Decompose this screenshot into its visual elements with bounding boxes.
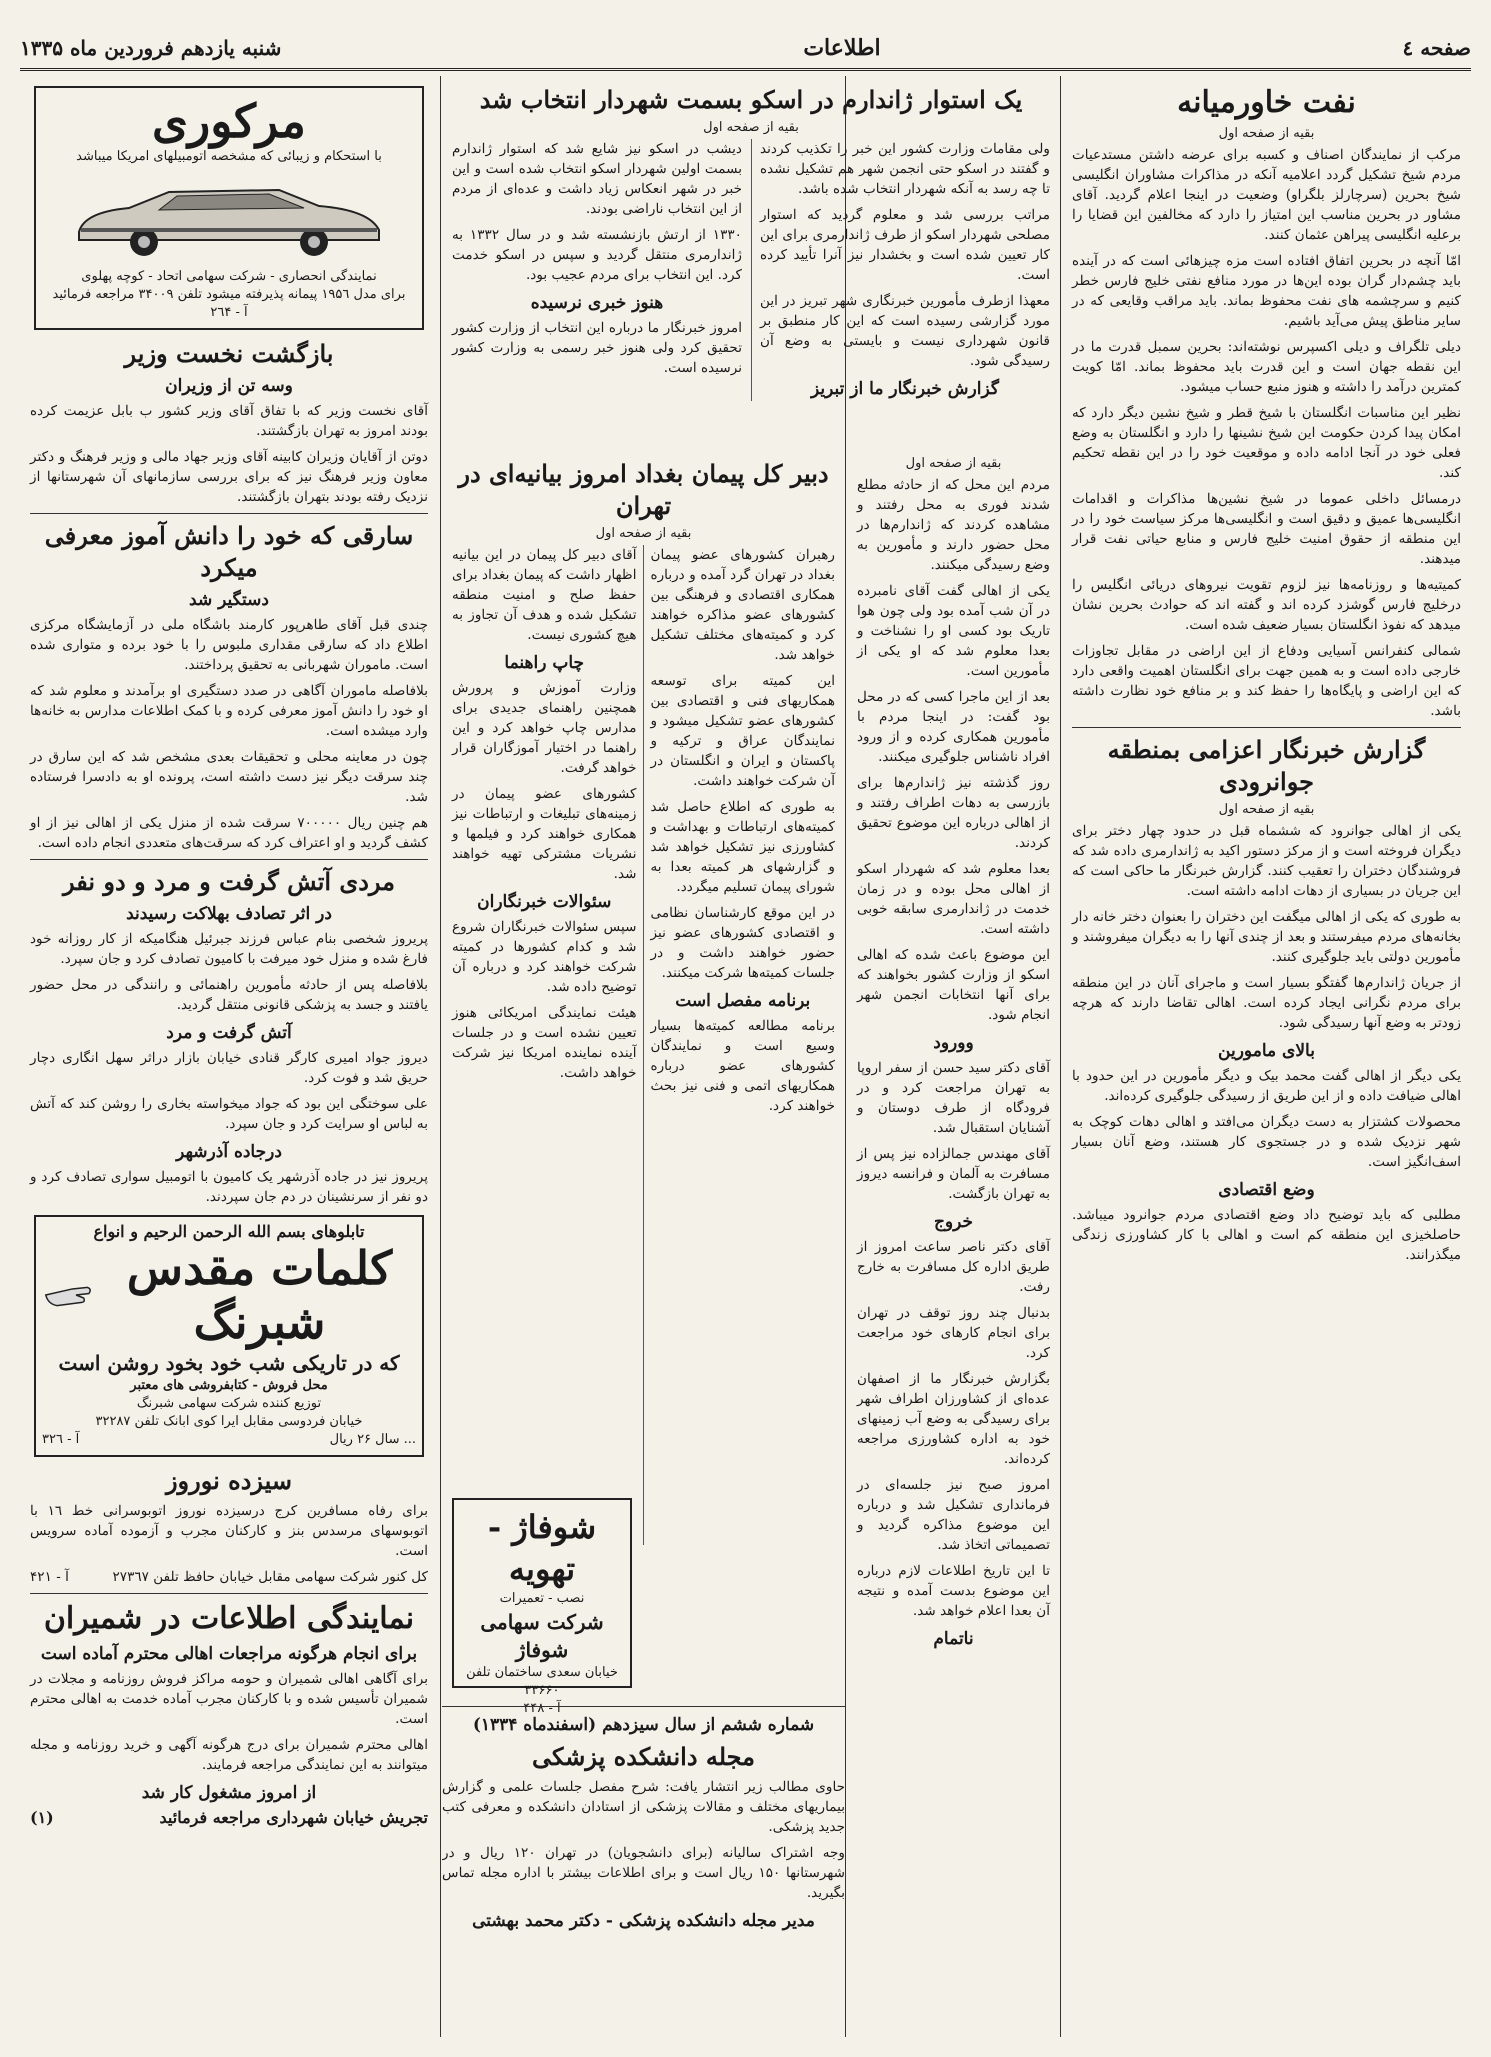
article-paragraph: شمالی کنفرانس آسیایی ودفاع از این اراضی در مقابل تجاوزات خارجی داده است و به همین جهت برای انگلستان اهمیت واقعی دارد که این اراضی و پایگاه‌ها را حفظ کند و بر منافع خود نظارت داشته باشد. [1072,643,1461,719]
article-paragraph: دوتن از آقایان وزیران کابینه آقای وزیر جهاد مالی و وزیر فرهنگ و دکتر معاون وزیر فرهنگ نیز که برای بررسی سازمانهای آن شهرستانها از نزدیک رفته بودند بتهران بازگشتند. [30,449,428,505]
ad-name: کلمات مقدس شبرنگ [126,1241,393,1349]
article-paragraph: کمیتیه‌ها و روزنامه‌ها نیز لزوم تقویت نیروهای دریائی انگلیس را درخلیج فارس گوشزد کرده اند و گفته اند که حوادث بحرین نشان میدهد که نفوذ انگلستان بسیار ضعیف شده است. [1072,577,1461,633]
headline-nowruz: سیزده نوروز [165,1466,293,1495]
article-paragraph: آقای مهندس جمالزاده نیز پس از مسافرت به آلمان و فرانسه دیروز به تهران بازگشت. [857,1146,1050,1202]
ad-line: نصب - تعمیرات [499,1591,585,1606]
ad-line: شرکت سهامی شوفاژ [480,1610,604,1662]
article-paragraph: سپس سئوالات خبرنگاران شروع شد و کدام کشورها در کمیته شرکت خواهند کرد و درباره آن توضیح داده شد. [452,919,637,995]
article-paragraph: آقای دبیر کل پیمان در این بیانیه اظهار داشت که پیمان بغداد برای حفظ صلح و امنیت منطقه تشکیل شده و هدف آن تجاوز به هیچ کشوری نیست. [452,547,637,643]
article-paragraph: چون در معاینه محلی و تحقیقات بعدی مشخص شد که این سارق در چند سرقت دیگر نیز دست داشته است، پرونده او به دادسرا فرستاده شد. [30,749,428,805]
divider [30,859,428,860]
article-paragraph: رهبران کشورهای عضو پیمان بغداد در تهران گرد آمده و درباره همکاری اقتصادی و فرهنگی بین کشورهای عضو مذاکره خواهند کرد و کمیته‌های مختلف تشکیل خواهد شد. [650,547,835,663]
hand-icon [42,1265,95,1325]
ad-line: تابلوهای بسم الله الرحمن الرحیم و انواع [93,1222,365,1241]
article-paragraph: به طوری که یکی از اهالی میگفت این دختران را بعنوان دختر خانه دار بخانه‌های مردم میفرستند و بعد از چندی آنها را به دیگران میفروشند و مأمورین دولتی باید جلوگیری کنند. [1072,909,1461,965]
column-2-top [442,76,1060,446]
article-paragraph: از جریان ژاندارم‌ها گفتگو بسیار است و ماجرای آنان در این منطقه برای مردم نگرانی ایجاد کرده است. اهالی تقاضا دارند که هرچه زودتر به وضع آنها رسیدگی شود. [1072,975,1461,1031]
subheading: وضع اقتصادی [1218,1180,1315,1200]
continued-label: ناتمام [933,1629,974,1649]
headline-thief: سارقی که خود را دانش آموز معرفی میکرد [44,521,414,582]
article-paragraph: امروز خبرنگار ما درباره این انتخاب از وزارت کشور تحقیق کرد ولی هنوز خبر رسمی به وزارت کشور نرسیده است. [452,320,742,376]
divider [442,1706,845,1707]
article-paragraph: برای رفاه مسافرین کرج درسیزده نوروز اتوبوسرانی خط ۱٦ با اتوبوسهای مرسدس بنز و کارکنان مجرب و آزموده آماده سرویس است. [30,1503,428,1559]
article-paragraph: ولی مقامات وزارت کشور این خبر را تکذیب کردند و گفتند در اسکو حتی انجمن شهر هم تشکیل نشده تا چه رسد به آنکه شهردار انتخاب شده باشد. [760,141,1050,197]
subheading: از امروز مشغول کار شد [141,1783,317,1803]
article-paragraph: ۱۳۳۰ از ارتش بازنشسته شد و در سال ۱۳۳۲ به ژاندارمری منتقل گردید و سپس در اسکو خدمت کرد. این انتخاب برای مردم عجیب بود. [452,227,742,283]
article-paragraph: آقای نخست وزیر که با تفاق آقای وزیر کشور ب بابل عزیمت کرده بودند امروز به تهران بازگشتند. [30,403,428,439]
article-paragraph: علی سوختگی این بود که جواد میخواسته بخاری را روشن کند که آتش به لباس او سرایت کرد و جان سپرد. [30,1096,428,1132]
article-paragraph: یکی از اهالی گفت آقای نامبرده در آن شب آمده بود ولی چون هوا تاریک بود کسی او را نشناخت و بعدا معلوم شد که او یکی از مأمورین است. [857,583,1050,679]
article-paragraph: یکی دیگر از اهالی گفت محمد بیک و دیگر مأمورین در این حدود با اهالی ضیافت داده و از این طریق از رسیدگی جلوگیری کرده‌اند. [1072,1068,1461,1104]
ad-code: آ - ۳۲٦ [42,1432,80,1447]
subheading: برنامه مفصل است [675,991,811,1011]
car-illustration [69,172,389,262]
column-rule [1060,76,1061,2037]
article-paragraph [30,1567,428,1587]
article-paragraph: مطلبی که باید توضیح داد وضع اقتصادی مردم جوانرود میباشد. حاصلخیزی این منطقه کم است و اهالی با کار کشاورزی زندگی میگذرانند. [1072,1207,1461,1263]
article-paragraph: برنامه مطالعه کمیته‌ها بسیار وسیع است و نمایندگان کشورهای عضو درباره همکاریهای اتمی و فنی نیز بحث خواهند کرد. [650,1018,835,1114]
journal-issue: شماره ششم از سال سیزدهم (اسفندماه ۱۳۳۴) [472,1715,815,1735]
subheading: دستگیر شد [189,590,269,610]
subheading: وسه تن از وزیران [165,376,293,396]
headline-pm-return: بازگشت نخست وزیر [124,339,334,368]
article-paragraph: تا این تاریخ اطلاعات لازم درباره این موضوع بدست آمده و نتیجه آن بعدا اعلام خواهد شد. [857,1563,1050,1619]
article-paragraph: کشورهای عضو پیمان در زمینه‌های تبلیغات و ارتباطات نیز همکاری خواهند کرد و فیلمها و نشریات مشترکی تهیه خواهند شد. [452,786,637,882]
divider [30,1593,428,1594]
subheading: وورود [933,1033,974,1053]
headline-fire: مردی آتش گرفت و مرد و دو نفر [62,867,395,896]
divider [1072,727,1461,728]
ad-dealer: نمایندگی انحصاری - شرکت سهامی اتحاد - کوچه پهلوی [81,269,377,284]
subheading: خروج [933,1212,974,1232]
article-paragraph: بلافاصله پس از حادثه مأمورین راهنمائی و رانندگی در محل حضور یافتند و جسد به پزشکی قانونی منتقل گردید. [30,977,428,1013]
article-paragraph: در این موقع کارشناسان نظامی و اقتصادی کشورهای عضو نیز حضور خواهند داشت و در جلسات کمیته‌ها شرکت میکنند. [650,905,835,981]
column-rule [440,76,441,2037]
column-3 [847,450,1060,2037]
ad-code: آ - ۴۴۸ [523,1701,561,1716]
article-paragraph: برای آگاهی اهالی شمیران و حومه مراکز فروش روزنامه و مجلات در شمیران تأسیس شده و با کارکنان مجرب آماده خدمت به اهالی محترم است. [30,1671,428,1727]
article-paragraph: بگزارش خبرنگار ما از اصفهان عده‌ای از کشاورزان اطراف شهر برای رسیدگی به وضع آب زمینهای خود به اداره کشاورزی مراجعه کرده‌اند. [857,1371,1050,1467]
article-paragraph: آقای دکتر ناصر ساعت امروز از طریق اداره کل مسافرت به خارج رفت. [857,1239,1050,1295]
article-paragraph: بدنبال چند روز توقف در تهران برای انجام کارهای خود مراجعت کرد. [857,1305,1050,1361]
column-1 [1062,76,1471,2037]
article-paragraph: وزارت آموزش و پرورش همچنین راهنمای جدیدی برای مدارس چاپ خواهد کرد و این راهنما در اختیار آموزگاران قرار خواهد گرفت. [452,680,637,776]
headline-javanrud: گزارش خبرنگار اعزامی بمنطقه جوانرودی [1107,735,1426,796]
continued-note: بقیه از صفحه اول [703,120,799,135]
ad-code: آ - ۲٦۴ [210,305,248,320]
article-paragraph: مراتب بررسی شد و معلوم گردید که استوار مصلحی شهردار اسکو از طرف ژاندارمری برای این کار تعیین شده است و بخشدار نیز آنرا تأیید کرده است. [760,207,1050,283]
article-paragraph: پریروز شخصی بنام عباس فرزند جبرئیل هنگامیکه از کار روزانه خود فارغ شده و منزل خود میرفت با کامیون تصادف کرد و جان سپرد. [30,931,428,967]
footer-address: تجریش خیابان شهرداری مراجعه فرمائید [159,1808,428,1827]
heating-ad [452,1498,632,1716]
article-paragraph: بلافاصله ماموران آگاهی در صدد دستگیری او برآمدند و معلوم شد که او خود را دانش آموز معرفی کرده و با کمک اطلاعات مدارس به خانه‌ها وارد میشده است. [30,683,428,739]
ad-line: خیابان فردوسی مقابل ایرا کوی ابانک تلفن ۳۲۲۸۷ [95,1414,363,1429]
subheading: گزارش خبرنگار ما از تبریز [811,379,999,399]
subheading: چاپ راهنما [504,653,585,673]
article-paragraph: این کمیته برای توسعه همکاریهای فنی و اقتصادی بین کشورهای عضو تشکیل میشود و نمایندگان عراق و ترکیه و پاکستان و ایران و انگلستان در آن شرکت خواهند داشت. [650,673,835,789]
headline-osku: یک استوار ژاندارم در اسکو بسمت شهردار انتخاب شد [479,85,1023,114]
continued-note: بقیه از صفحه اول [1218,126,1315,141]
article-paragraph: وجه اشتراک سالیانه (برای دانشجویان) در تهران ۱۲۰ ریال و در شهرستانها ۱۵۰ ریال است و برای اطلاعات بیشتر با اداره مجله تماس بگیرید. [442,1845,845,1901]
ad-brand: مرکوری [152,94,306,148]
subheading: آتش گرفت و مرد [166,1023,292,1043]
article-paragraph: پریروز نیز در جاده آذرشهر یک کامیون با اتومبیل سواری تصادف کرد و دو نفر از سرنشینان در دم جان سپردند. [30,1169,428,1205]
article-paragraph: روز گذشته نیز ژاندارم‌ها برای بازرسی به دهات اطراف رفتند و از اهالی درباره این موضوع تحقیق کردند. [857,775,1050,851]
article-paragraph: بعدا معلوم شد که شهردار اسکو از اهالی محل بوده و در زمان خدمت در ژاندارمری سابقه خوبی داشته است. [857,861,1050,937]
article-paragraph: این موضوع باعث شده که اهالی اسکو از وزارت کشور بخواهند که برای آنها انتخابات انجمن شهر انجام شود. [857,947,1050,1023]
article-paragraph: آقای دکتر سید حسن از سفر اروپا به تهران مراجعت کرد و در فرودگاه از طرف دوستان و آشنایان استقبال شد. [857,1060,1050,1136]
article-paragraph: معهذا ازطرف مأمورین خبرنگاری شهر تبریز در این مورد گزارشی رسیده است که این کار منطبق بر قانون شهرداری نیست و بایستی به وضع آن رسیدگی شود. [760,293,1050,369]
article-paragraph: امروز صبح نیز جلسه‌ای در فرمانداری تشکیل شد و درباره این موضوع مذاکره گردید و تصمیماتی اتخاذ شد. [857,1477,1050,1553]
issue-date: شنبه یازدهم فروردین ماه ۱۳۳۵ [20,36,282,60]
article-paragraph: دیلی تلگراف و دیلی اکسپرس نوشته‌اند: بحرین سمبل قدرت ما در این نقطه جهان است و این قدرت باید محفوظ بماند. امّا کویت کمترین درآمد را داشته و هنوز منبع حساب میشود. [1072,339,1461,395]
article-paragraph: هم چنین ریال ۷۰۰۰۰۰ سرقت شده از منزل یکی از اهالی نیز از او کشف گردید و او اعتراف کرد که سرقت‌های متعددی انجام داده است. [30,815,428,851]
ad-title: شوفاژ - تهویه [487,1508,597,1588]
continued-note: بقیه از صفحه اول [1218,802,1315,817]
subheading: در اثر تصادف بهلاکت رسیدند [126,904,332,924]
journal-footer: مدیر مجله دانشکده پزشکی - دکتر محمد بهشتی [472,1911,815,1931]
newspaper-name: اطلاعات [803,35,881,61]
article-paragraph: امّا آنچه در بحرین اتفاق افتاده است مزه چیزهائی است که در آینده باید چشم‌دار گران بوده این‌ها در مورد منافع نفتی خلیج فارس خطر کنیم و سرچشمه های نفت محفوظ بماند. باید مراقب وقایعی که در سایر مناطق پیش می‌آید باشیم. [1072,253,1461,329]
ad-line: خیابان سعدی ساختمان تلفن ۳۳۶۶۰ [466,1665,618,1698]
article-paragraph: حاوی مطالب زیر انتشار یافت: شرح مفصل جلسات علمی و گزارش بیماریهای مختلف و مقالات پزشکی از استادان دانشکده و معرفی کتب جدید پزشکی. [442,1779,845,1835]
article-paragraph: دیروز جواد امیری کارگر قنادی خیابان بازار دراثر سهل انگاری دچار حریق شد و فوت کرد. [30,1050,428,1086]
ad-address: کل کنور شرکت سهامی مقابل خیابان حافظ تلفن ۲۷۳٦۷ [112,1569,428,1585]
mercury-ad [34,86,424,330]
ad-tagline: با استحکام و زیبائی که مشخصه اتومبیلهای امریکا میباشد [76,149,382,164]
subheading: بالای مامورین [1218,1041,1315,1061]
continued-note: بقیه از صفحه اول [905,456,1002,471]
article-paragraph: اهالی محترم شمیران برای درج هرگونه آگهی و خرید روزنامه و مجله میتوانند به این نمایندگی مراجعه فرمایند. [30,1737,428,1773]
subheading: سئوالات خبرنگاران [477,892,612,912]
article-paragraph: محصولات کشتزار به دست دیگران می‌افتد و اهالی دهات کوچک به شهر نزدیک شده و در جستجوی کار هستند، وضع آنان بسیار اسف‌انگیز است. [1072,1114,1461,1170]
page-header [20,28,1471,71]
headline-shemiran: نمایندگی اطلاعات در شمیران [43,1601,415,1636]
footer-code: (۱) [30,1808,54,1827]
article-paragraph: مردم این محل که از حادثه مطلع شدند فوری به محل رفتند و مشاهده کردند که ژاندارم‌ها در محل حضور دارند و مأمورین به وضع رسیدگی میکنند. [857,477,1050,573]
article-paragraph: چندی قبل آقای طاهرپور کارمند باشگاه ملی در آزمایشگاه مرکزی اطلاع داد که سارقی مقداری ملبوس را با خود برده و متواری شده است. ماموران شهربانی به تحقیق پرداختند. [30,617,428,673]
column-4 [20,76,438,2037]
article-paragraph: هیئت نمایندگی امریکائی هنوز تعیین نشده است و در جلسات آینده نماینده امریکا نیز شرکت خواهد داشت. [452,1005,637,1081]
subheading: هنوز خبری نرسیده [530,293,664,313]
headline-baghdad: دبیر کل پیمان بغداد امروز بیانیه‌ای در تهران [458,459,829,520]
ad-text: برای مدل ۱۹۵٦ پیمانه پذیرفته میشود تلفن ۳۴۰۰۹ مراجعه فرمائید [52,287,406,302]
article-paragraph: یکی از اهالی جوانرود که ششماه قبل در حدود چهار دختر برای دیگران فروخته است و از مرکز دستور اکید به ژاندارمری داده شد که فروشندگان دختران را تعقیب کنند. گزارش خبرنگار ما حاکی است که این جریان در بسیاری از دهات ادامه داشته است. [1072,823,1461,899]
ad-code: آ - ۴۲۱ [30,1569,69,1585]
shabrang-ad [34,1215,424,1457]
article-paragraph: نظیر این مناسبات انگلستان با شیخ قطر و شیخ نشین دیگر دارد که امکان پیدا کردن حکومت این شیخ نشینها را دارد و انگلستان به وضع فعلی خود در آنجا ادامه داده و موقعیت خود را در این نقطه تحکیم کند. [1072,405,1461,481]
column-2-lower [442,450,845,2037]
page-number: صفحه ٤ [1402,36,1471,60]
ad-line: که در تاریکی شب خود بخود روشن است [58,1351,400,1375]
article-paragraph: دیشب در اسکو نیز شایع شد که استوار ژاندارم بسمت اولین شهردار اسکو انتخاب شده است و این خبر در شهر انعکاس زیاد داشت و عده‌ای از مردم از این انتخاب ناراضی بودند. [452,141,742,217]
article-paragraph: بعد از این ماجرا کسی که در محل بود گفت: در اینجا مردم با مأمورین همکاری کرده و از ورود افراد ناشناس جلوگیری میکنند. [857,689,1050,765]
subheading: درجاده آذرشهر [176,1142,282,1162]
article-paragraph: به طوری که اطلاع حاصل شد کمیته‌های ارتباطات و بهداشت و کشاورزی نیز تشکیل خواهد شد و گزارشهای هر کمیته بعدا به شورای پیمان تسلیم میگردد. [650,799,835,895]
subheading: برای انجام هرگونه مراجعات اهالی محترم آماده است [40,1644,418,1664]
headline-oil: نفت خاورمیانه [1177,85,1356,120]
journal-title: مجله دانشکده پزشکی [531,1742,756,1771]
ad-line: توزیع کننده شرکت سهامی شبرنگ [136,1396,322,1411]
article-paragraph: مرکب از نمایندگان اصناف و کسبه برای عرضه داشتن مستدعیات مردم شیخ تشکیل گردد اعلامیه آنکه در مذاکرات مشاوران انگلیسی شیخ بحرین (سرچارلز بلگراو) وضعیت در اینجا اعلام گردید. آقای مشاور در بحرین مناسب این امتیاز را دارد که مخالفین این قضایا را برعلیه انگلیسی پیراهن عثمان کنند. [1072,147,1461,243]
continued-note: بقیه از صفحه اول [595,526,692,541]
ad-line: محل فروش - کتابفروشی های معتبر [130,1378,328,1393]
divider [30,513,428,514]
article-paragraph: درمسائل داخلی عموما در شیخ نشین‌ها مذاکرات و اقدامات انگلیسی‌ها عمیق و دقیق است و انگلیسی‌ها مرکز سیاست خود را در این منطقه از حقوق امنیت خلیج فارس و منابع حیاتی نفت قرار میدهند. [1072,491,1461,567]
medical-journal-block [442,1700,845,1936]
ad-price: ... سال ۲۶ ریال [329,1432,416,1447]
